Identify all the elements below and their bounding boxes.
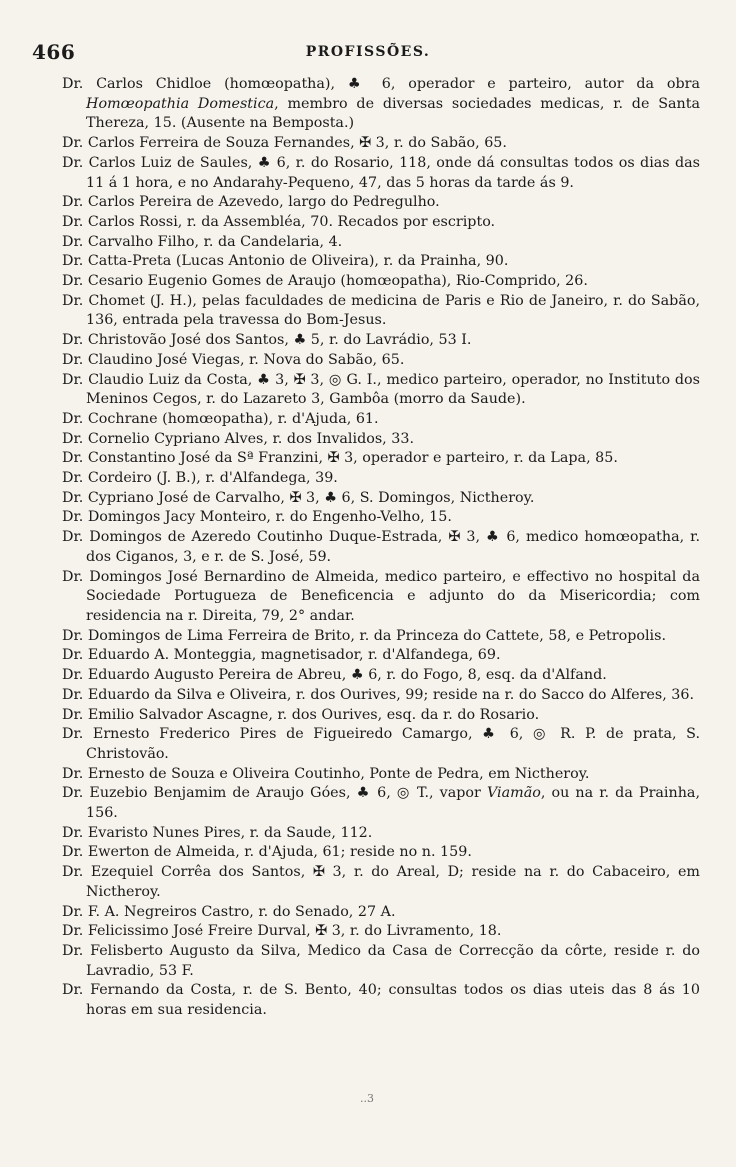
entry-text: , ou na r. da Prainha, 156. — [86, 785, 700, 822]
entry-text: Dr. Carvalho Filho, r. da Candelaria, 4. — [62, 233, 343, 250]
directory-entry — [62, 706, 700, 726]
directory-entry — [62, 371, 700, 410]
entry-text: Dr. Chomet (J. H.), pelas faculdades de medicina de Paris e Rio de Janeiro, r. do Sabão, 136, entrada pela travessa do Bom-Jesus. — [62, 292, 700, 329]
entry-text: Dr. Ernesto de Souza e Oliveira Coutinho, Ponte de Pedra, em Nictheroy. — [62, 765, 590, 782]
directory-entry — [62, 508, 700, 528]
entry-text: Dr. Claudio Luiz da Costa, ♣ 3, ✠ 3, ◎ G. I., medico parteiro, operador, no Instituto dos Meninos Cegos, r. do Lazareto 3, Gambôa (morro da Saude). — [62, 371, 700, 408]
entry-text: Dr. Eduardo A. Monteggia, magnetisador, r. d'Alfandega, 69. — [62, 647, 501, 664]
directory-entry — [62, 154, 700, 193]
directory-entry — [62, 666, 700, 686]
entry-text: Dr. Felicissimo José Freire Durval, ✠ 3, r. do Livramento, 18. — [62, 923, 502, 940]
directory-entry — [62, 686, 700, 706]
entry-text: Dr. Carlos Pereira de Azevedo, largo do Pedregulho. — [62, 194, 440, 211]
directory-entry — [62, 449, 700, 469]
entry-text: Dr. Eduardo Augusto Pereira de Abreu, ♣ 6, r. do Fogo, 8, esq. da d'Alfand. — [62, 667, 607, 684]
directory-entry — [62, 942, 700, 981]
entry-text: Dr. Constantino José da Sª Franzini, ✠ 3, operador e parteiro, r. da Lapa, 85. — [62, 450, 618, 467]
directory-entry — [62, 489, 700, 509]
entry-text: Dr. Carlos Rossi, r. da Assembléa, 70. Recados por escripto. — [62, 213, 496, 230]
entry-text: Dr. Claudino José Viegas, r. Nova do Sabão, 65. — [62, 351, 405, 368]
entry-text: Dr. F. A. Negreiros Castro, r. do Senado, 27 A. — [62, 903, 396, 920]
entry-text: Dr. Carlos Luiz de Saules, ♣ 6, r. do Rosario, 118, onde dá consultas todos os dias das 11 á 1 hora, e no Andarahy-Pequeno, 47, das 5 horas da tarde ás 9. — [62, 154, 700, 191]
entry-text: Dr. Fernando da Costa, r. de S. Bento, 40; consultas todos os dias uteis das 8 ás 10 horas em sua residencia. — [62, 982, 700, 1019]
entry-italic-text: Homœopathia Domestica — [86, 95, 275, 112]
footer-mark: ..3 — [360, 1092, 374, 1105]
directory-entries — [62, 75, 700, 1021]
directory-entry — [62, 765, 700, 785]
directory-entry — [62, 568, 700, 627]
directory-entry — [62, 824, 700, 844]
directory-entry — [62, 134, 700, 154]
directory-entry — [62, 292, 700, 331]
entry-italic-text: Viamão — [486, 785, 541, 802]
directory-entry — [62, 410, 700, 430]
directory-entry — [62, 922, 700, 942]
entry-text: Dr. Euzebio Benjamim de Araujo Góes, ♣ 6, ◎ T., vapor — [62, 785, 487, 802]
entry-text: Dr. Domingos Jacy Monteiro, r. do Engenho-Velho, 15. — [62, 509, 452, 526]
directory-entry — [62, 725, 700, 764]
directory-entry — [62, 469, 700, 489]
entry-text: Dr. Catta-Preta (Lucas Antonio de Oliveira), r. da Prainha, 90. — [62, 253, 509, 270]
entry-text: , membro de diversas sociedades medicas, r. de Santa Thereza, 15. (Ausente na Bemposta.) — [86, 95, 700, 132]
directory-entry — [62, 430, 700, 450]
entry-text: Dr. Carlos Chidloe (homœopatha), ♣ 6, operador e parteiro, autor da obra — [62, 76, 700, 92]
entry-text: Dr. Ezequiel Corrêa dos Santos, ✠ 3, r. do Areal, D; reside na r. do Cabaceiro, em Nictheroy. — [62, 864, 700, 900]
entry-text: Dr. Cypriano José de Carvalho, ✠ 3, ♣ 6, S. Domingos, Nictheroy. — [62, 489, 535, 506]
entry-text: Dr. Eduardo da Silva e Oliveira, r. dos Ourives, 99; reside na r. do Sacco do Alferes, 36. — [62, 686, 695, 703]
directory-entry — [62, 75, 700, 134]
entry-text: Dr. Emilio Salvador Ascagne, r. dos Ourives, esq. da r. do Rosario. — [62, 706, 540, 723]
entry-text: Dr. Domingos de Lima Ferreira de Brito, r. da Princeza do Cattete, 58, e Petropolis. — [62, 627, 667, 644]
entry-text: Dr. Cordeiro (J. B.), r. d'Alfandega, 39. — [62, 470, 338, 487]
directory-entry — [62, 252, 700, 272]
directory-entry — [62, 627, 700, 647]
entry-text: Dr. Carlos Ferreira de Souza Fernandes, ✠ 3, r. do Sabão, 65. — [62, 135, 507, 152]
entry-text: Dr. Domingos José Bernardino de Almeida, medico parteiro, e effectivo no hospital da Sociedade Portugueza de Beneficencia e adjunto do da Misericordia; com residencia na r. Direita, 79, 2° andar. — [62, 568, 700, 624]
directory-entry — [62, 193, 700, 213]
entry-text: Dr. Christovão José dos Santos, ♣ 5, r. do Lavrádio, 53 I. — [62, 332, 472, 349]
directory-entry — [62, 784, 700, 823]
entry-text: Dr. Ewerton de Almeida, r. d'Ajuda, 61; reside no n. 159. — [62, 844, 472, 861]
directory-entry — [62, 863, 700, 902]
directory-entry — [62, 272, 700, 292]
entry-text: Dr. Felisberto Augusto da Silva, Medico da Casa de Correcção da côrte, reside r. do Lavradio, 53 F. — [62, 942, 700, 979]
directory-entry — [62, 646, 700, 666]
directory-entry — [62, 981, 700, 1020]
directory-entry — [62, 903, 700, 923]
page-title: PROFISSÕES. — [305, 44, 431, 60]
entry-text: Dr. Domingos de Azeredo Coutinho Duque-Estrada, ✠ 3, ♣ 6, medico homœopatha, r. dos Ciganos, 3, e r. de S. José, 59. — [62, 529, 700, 565]
page-header — [32, 40, 704, 66]
directory-entry — [62, 331, 700, 351]
directory-entry — [62, 233, 700, 253]
directory-entry — [62, 351, 700, 371]
entry-text: Dr. Cochrane (homœopatha), r. d'Ajuda, 61. — [62, 410, 379, 427]
entry-text: Dr. Cesario Eugenio Gomes de Araujo (homœopatha), Rio-Comprido, 26. — [62, 273, 588, 290]
entry-text: Dr. Evaristo Nunes Pires, r. da Saude, 112. — [62, 824, 373, 841]
directory-entry — [62, 213, 700, 233]
directory-entry — [62, 528, 700, 567]
entry-text: Dr. Ernesto Frederico Pires de Figueiredo Camargo, ♣ 6, ◎ R. P. de prata, S. Christovão. — [62, 726, 700, 762]
entry-text: Dr. Cornelio Cypriano Alves, r. dos Invalidos, 33. — [62, 430, 414, 447]
directory-entry — [62, 843, 700, 863]
page-number: 466 — [32, 40, 76, 64]
